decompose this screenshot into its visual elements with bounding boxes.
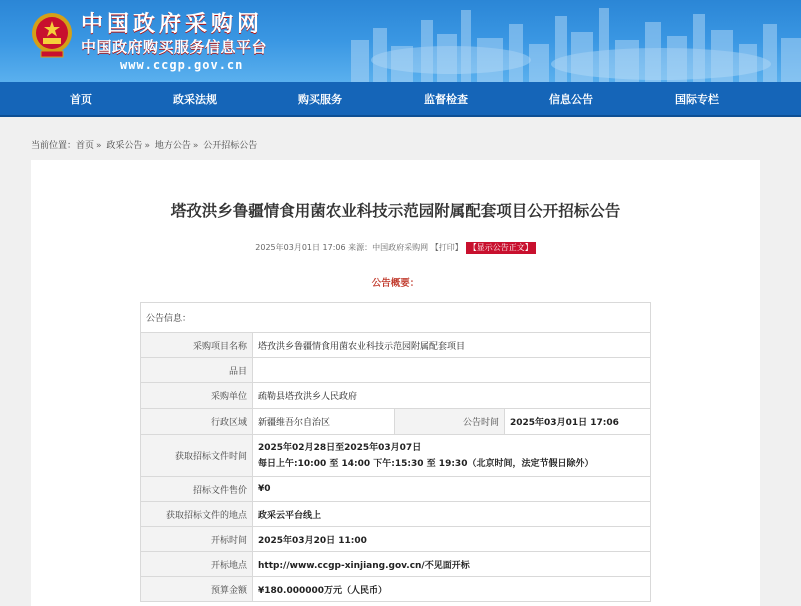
- breadcrumb-separator: »: [96, 141, 102, 151]
- nav-item-regulations[interactable]: 政采法规: [173, 93, 217, 106]
- article-title: 塔孜洪乡鲁疆情食用菌农业科技示范园附属配套项目公开招标公告: [170, 202, 621, 220]
- announcement-info-table: [140, 302, 651, 602]
- table-heading: 公告信息：: [141, 303, 651, 333]
- nav-item-home[interactable]: 首页: [70, 93, 92, 106]
- table-row: [141, 477, 651, 502]
- announce-time-label: 公告时间: [395, 409, 505, 435]
- breadcrumb-local-announcements[interactable]: 地方公告: [154, 141, 191, 151]
- nav-item-purchase-services[interactable]: 购买服务: [298, 93, 342, 106]
- table-row: [141, 303, 651, 333]
- breadcrumb-home[interactable]: 首页: [76, 141, 95, 151]
- nav-item-supervision[interactable]: 监督检查: [424, 93, 468, 106]
- project-name-value: 塔孜洪乡鲁疆情食用菌农业科技示范园附属配套项目: [253, 333, 651, 358]
- article-source: 中国政府采购网: [372, 243, 429, 252]
- doc-place-value: 政采云平台线上: [253, 502, 651, 527]
- site-name: 中国政府采购网: [81, 11, 264, 37]
- doc-price-value: ¥0: [253, 477, 651, 502]
- table-row: [141, 409, 651, 435]
- summary-label: 公告概要：: [371, 278, 420, 289]
- breadcrumb: [31, 138, 257, 151]
- budget-label: 预算金额: [141, 577, 253, 602]
- national-emblem-icon: [31, 11, 73, 59]
- doc-time-value: [253, 435, 651, 477]
- breadcrumb-open-tender[interactable]: 公开招标公告: [203, 141, 258, 151]
- table-row: [141, 358, 651, 383]
- table-row: [141, 502, 651, 527]
- article-date: 2025年03月01日 17:06: [255, 243, 346, 252]
- item-label: 品目: [141, 358, 253, 383]
- budget-value: ¥180.000000万元（人民币）: [253, 577, 651, 602]
- site-subtitle: 中国政府购买服务信息平台: [81, 38, 268, 56]
- doc-time-label: 获取招标文件时间: [141, 435, 253, 477]
- breadcrumb-separator: »: [144, 141, 150, 151]
- table-row: [141, 527, 651, 552]
- purchaser-value: 疏勒县塔孜洪乡人民政府: [253, 383, 651, 409]
- table-row: [141, 333, 651, 358]
- nav-item-announcements[interactable]: 信息公告: [549, 93, 593, 106]
- item-value: [253, 358, 651, 383]
- print-link[interactable]: 【打印】: [430, 243, 463, 252]
- header-banner: [0, 0, 801, 82]
- site-url: www.ccgp.gov.cn: [120, 58, 244, 72]
- open-place-label: 开标地点: [141, 552, 253, 577]
- open-time-label: 开标时间: [141, 527, 253, 552]
- table-row: [141, 383, 651, 409]
- region-label: 行政区域: [141, 409, 253, 435]
- open-place-value: http://www.ccgp-xinjiang.gov.cn/不见面开标: [253, 552, 651, 577]
- article-meta: [31, 242, 760, 254]
- doc-time-range: 2025年02月28日至2025年03月07日: [258, 442, 422, 453]
- breadcrumb-prefix: 当前位置：: [31, 141, 77, 151]
- announce-time-value: 2025年03月01日 17:06: [505, 409, 651, 435]
- doc-time-detail: 每日上午:10:00 至 14:00 下午:15:30 至 19:30（北京时间，法定节假日除外）: [258, 458, 594, 469]
- open-time-value: 2025年03月20日 11:00: [253, 527, 651, 552]
- main-nav: [0, 82, 801, 117]
- table-row: [141, 435, 651, 477]
- region-value: 新疆维吾尔自治区: [253, 409, 395, 435]
- doc-price-label: 招标文件售价: [141, 477, 253, 502]
- nav-item-international[interactable]: 国际专栏: [675, 93, 719, 106]
- show-body-button[interactable]: 【显示公告正文】: [466, 242, 536, 254]
- purchaser-label: 采购单位: [141, 383, 253, 409]
- project-name-label: 采购项目名称: [141, 333, 253, 358]
- table-row: [141, 577, 651, 602]
- doc-place-label: 获取招标文件的地点: [141, 502, 253, 527]
- article-source-label: 来源：: [348, 243, 373, 252]
- breadcrumb-procurement-announcements[interactable]: 政采公告: [106, 141, 143, 151]
- table-row: [141, 552, 651, 577]
- breadcrumb-separator: »: [192, 141, 199, 151]
- article-card: [31, 160, 760, 606]
- city-skyline-decoration: [331, 0, 801, 82]
